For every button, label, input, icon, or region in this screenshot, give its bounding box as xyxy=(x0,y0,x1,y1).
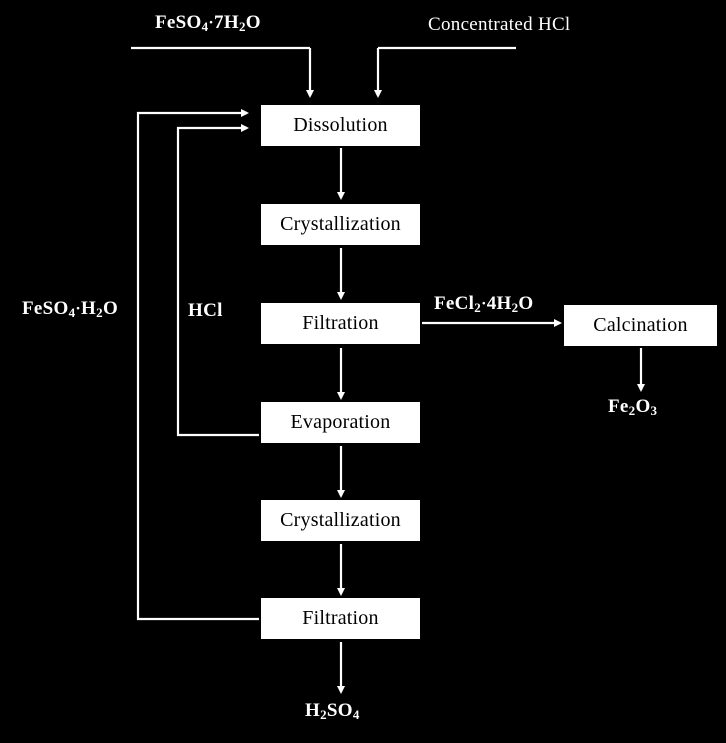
edge-recycle-hcl xyxy=(178,128,259,435)
label-product-iron-oxide: $Fe_2O_3$ xyxy=(608,396,658,418)
label-stream-ferrous-chloride-tetrahydrate: $FeCl_2\cdot 4H_2O$ xyxy=(434,293,534,315)
edge-recycle-feso4-monohydrate xyxy=(138,113,259,619)
label-recycle-hcl: HCl xyxy=(188,300,223,321)
node-calcination[interactable]: Calcination xyxy=(562,303,719,348)
node-evaporation[interactable]: Evaporation xyxy=(259,400,422,445)
label-product-sulfuric-acid: $H_2SO_4$ xyxy=(305,700,360,722)
label-recycle-ferrous-sulfate-monohydrate: $FeSO_4\cdot H_2O$ xyxy=(22,298,119,320)
node-crystallization-2[interactable]: Crystallization xyxy=(259,498,422,543)
node-filtration-1[interactable]: Filtration xyxy=(259,301,422,346)
label-input-concentrated-hcl: Concentrated HCl xyxy=(428,14,571,35)
node-dissolution[interactable]: Dissolution xyxy=(259,103,422,148)
node-crystallization-1[interactable]: Crystallization xyxy=(259,202,422,247)
label-input-ferrous-sulfate-heptahydrate: $FeSO_4\cdot 7H_2O$ xyxy=(155,12,261,34)
node-filtration-2[interactable]: Filtration xyxy=(259,596,422,641)
